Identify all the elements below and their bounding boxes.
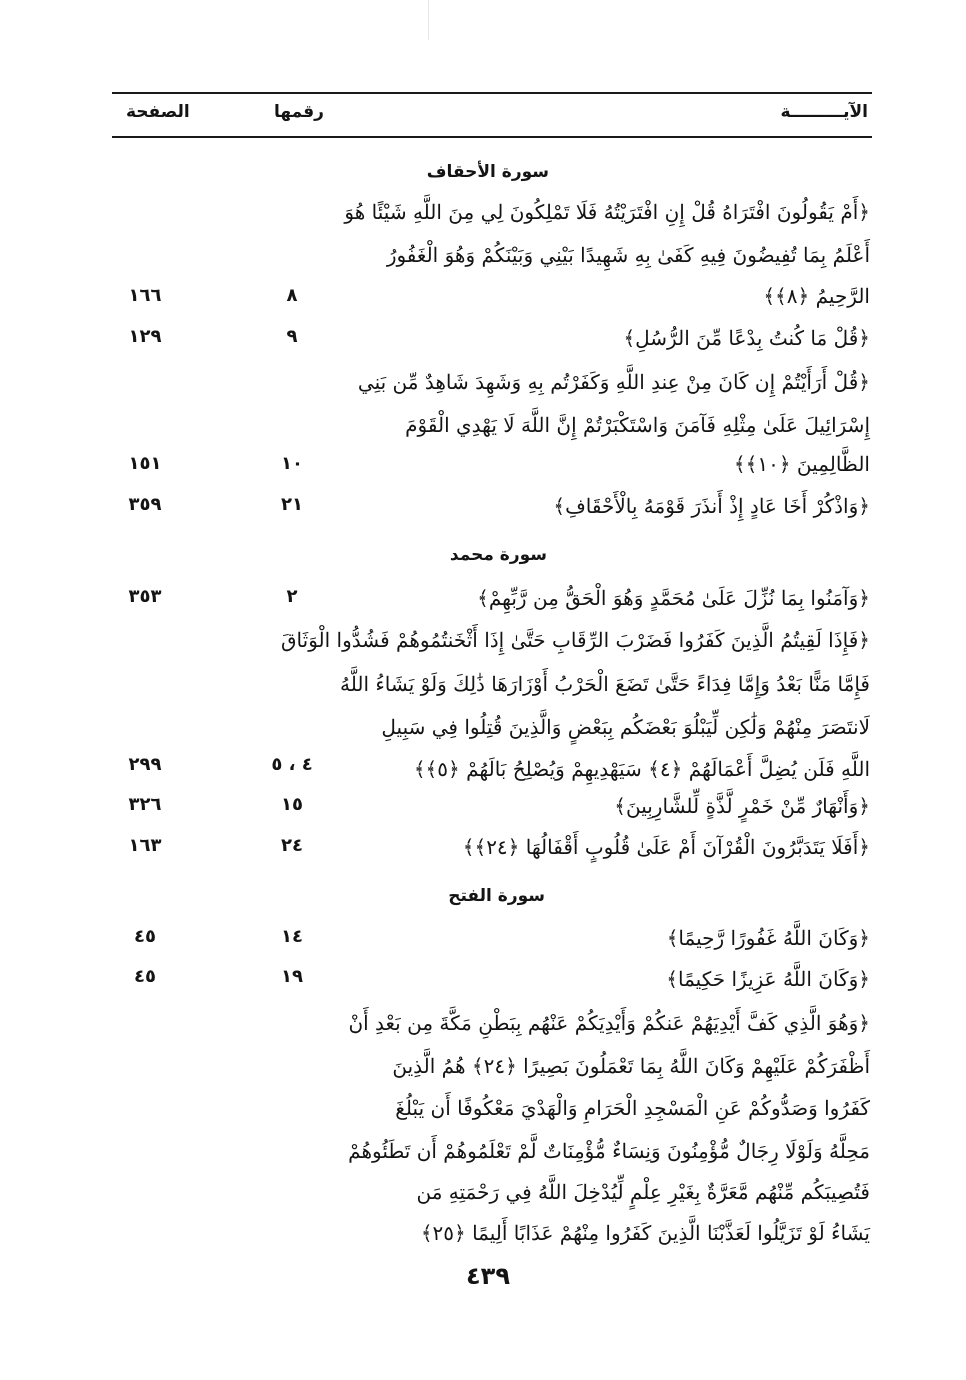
number-column-heading: رقمها <box>274 102 324 122</box>
surah-title: سورة الأحقاف <box>426 162 549 182</box>
table-header <box>112 92 872 138</box>
verse-line: ﴿وَأَنْهَارٌ مِّنْ خَمْرٍ لَّذَّةٍ لِّلشَّارِبِينَ﴾ <box>614 794 870 818</box>
verse-line: ﴿أَفَلَا يَتَدَبَّرُونَ الْقُرْآنَ أَمْ عَلَىٰ قُلُوبٍ أَقْفَالُهَا ﴿٢٤﴾﴾ <box>462 835 870 859</box>
verse-number: ١٠ <box>281 453 303 474</box>
page-reference: ١٦٦ <box>128 285 162 306</box>
verse-line: اللَّهِ فَلَن يُضِلَّ أَعْمَالَهُمْ ﴿٤﴾ سَيَهْدِيهِمْ وَيُصْلِحُ بَالَهُمْ ﴿٥﴾﴾ <box>413 757 870 781</box>
verse-line: ﴿وَكَانَ اللَّهُ عَزِيزًا حَكِيمًا﴾ <box>666 967 870 991</box>
page-number: ٤٣٩ <box>466 1262 510 1290</box>
surah-title: سورة الفتح <box>448 886 545 906</box>
page-reference: ١٦٣ <box>128 835 162 856</box>
verse-line: ﴿أَمْ يَقُولُونَ افْتَرَاهُ قُلْ إِنِ افْتَرَيْتُهُ فَلَا تَمْلِكُونَ لِي مِنَ اللَّهِ شَيْئًا هُوَ <box>344 200 870 224</box>
verse-number: ٤ ، ٥ <box>271 754 313 775</box>
verse-column-heading: الآيـــــــــة <box>780 102 868 122</box>
surah-title: سورة محمد <box>449 545 547 565</box>
page-reference: ٣٥٩ <box>128 494 162 515</box>
page-reference: ١٢٩ <box>128 326 162 347</box>
verse-number: ٢ <box>286 586 298 607</box>
verse-line: إِسْرَائِيلَ عَلَىٰ مِثْلِهِ فَآمَنَ وَاسْتَكْبَرْتُمْ إِنَّ اللَّهَ لَا يَهْدِي الْقَوْمَ <box>405 413 870 437</box>
page-reference: ١٥١ <box>128 453 162 474</box>
verse-number: ٢١ <box>281 494 303 515</box>
verse-line: لَانتَصَرَ مِنْهُمْ وَلَٰكِن لِّيَبْلُوَ بَعْضَكُم بِبَعْضٍ وَالَّذِينَ قُتِلُوا فِي سَبِيلِ <box>381 715 870 739</box>
verse-line: الرَّحِيمُ ﴿٨﴾﴾ <box>763 284 870 308</box>
header-top-rule <box>112 92 872 94</box>
paper-crease <box>428 0 429 40</box>
verse-line: فَتُصِيبَكُم مِّنْهُم مَّعَرَّةٌ بِغَيْرِ عِلْمٍ لِّيُدْخِلَ اللَّهُ فِي رَحْمَتِهِ مَن <box>416 1180 870 1204</box>
verse-line: فَإِمَّا مَنًّا بَعْدُ وَإِمَّا فِدَاءً حَتَّىٰ تَضَعَ الْحَرْبُ أَوْزَارَهَا ذَٰلِكَ وَلَوْ يَشَاءُ اللَّهُ <box>340 672 870 696</box>
page-reference: ٣٥٣ <box>128 586 162 607</box>
verse-number: ١٩ <box>281 966 303 987</box>
page-reference: ٢٩٩ <box>128 754 162 775</box>
verse-line: ﴿وَاذْكُرْ أَخَا عَادٍ إِذْ أَنذَرَ قَوْمَهُ بِالْأَحْقَافِ﴾ <box>553 494 870 518</box>
verse-line: يَشَاءُ لَوْ تَزَيَّلُوا لَعَذَّبْنَا الَّذِينَ كَفَرُوا مِنْهُمْ عَذَابًا أَلِيمًا ﴿٢٥﴾ <box>420 1221 870 1245</box>
verse-number: ١٥ <box>281 794 303 815</box>
verse-number: ٨ <box>286 285 298 306</box>
page-reference: ٣٢٦ <box>128 794 162 815</box>
verse-number: ٩ <box>286 326 298 347</box>
verse-line: أَعْلَمُ بِمَا تُفِيضُونَ فِيهِ كَفَىٰ بِهِ شَهِيدًا بَيْنِي وَبَيْنَكُمْ وَهُوَ الْغَفُورُ <box>386 243 870 267</box>
verse-line: أَظْفَرَكُمْ عَلَيْهِمْ وَكَانَ اللَّهُ بِمَا تَعْمَلُونَ بَصِيرًا ﴿٢٤﴾ هُمُ الَّذِينَ <box>392 1054 870 1078</box>
page-reference: ٤٥ <box>134 966 156 987</box>
verse-line: مَحِلَّهُ وَلَوْلَا رِجَالٌ مُّؤْمِنُونَ وَنِسَاءٌ مُّؤْمِنَاتٌ لَّمْ تَعْلَمُوهُمْ أَن تَطَئُوهُمْ <box>348 1139 870 1163</box>
verse-line: ﴿وَكَانَ اللَّهُ غَفُورًا رَّحِيمًا﴾ <box>666 926 870 950</box>
page-column-heading: الصفحة <box>126 102 190 122</box>
verse-number: ٢٤ <box>281 835 303 856</box>
verse-line: ﴿وَهُوَ الَّذِي كَفَّ أَيْدِيَهُمْ عَنكُمْ وَأَيْدِيَكُمْ عَنْهُم بِبَطْنِ مَكَّةَ مِن بَعْدِ أَنْ <box>348 1011 870 1035</box>
verse-line: ﴿قُلْ مَا كُنتُ بِدْعًا مِّنَ الرُّسُلِ﴾ <box>623 326 870 350</box>
verse-line: كَفَرُوا وَصَدُّوكُمْ عَنِ الْمَسْجِدِ الْحَرَامِ وَالْهَدْيَ مَعْكُوفًا أَن يَبْلُغَ <box>395 1096 870 1120</box>
verse-line: ﴿قُلْ أَرَأَيْتُمْ إِن كَانَ مِنْ عِندِ اللَّهِ وَكَفَرْتُم بِهِ وَشَهِدَ شَاهِدٌ مِّن بَنِي <box>357 370 870 394</box>
verse-line: ﴿فَإِذَا لَقِيتُمُ الَّذِينَ كَفَرُوا فَضَرْبَ الرِّقَابِ حَتَّىٰ إِذَا أَثْخَنتُمُوهُمْ فَشُدُّوا الْوَثَاقَ <box>281 628 870 652</box>
header-bottom-rule <box>112 136 872 138</box>
page-reference: ٤٥ <box>134 926 156 947</box>
verse-line: الظَّالِمِينَ ﴿١٠﴾﴾ <box>733 452 870 476</box>
verse-number: ١٤ <box>281 926 303 947</box>
verse-line: ﴿وَآمَنُوا بِمَا نُزِّلَ عَلَىٰ مُحَمَّدٍ وَهُوَ الْحَقُّ مِن رَّبِّهِمْ﴾ <box>477 586 870 610</box>
